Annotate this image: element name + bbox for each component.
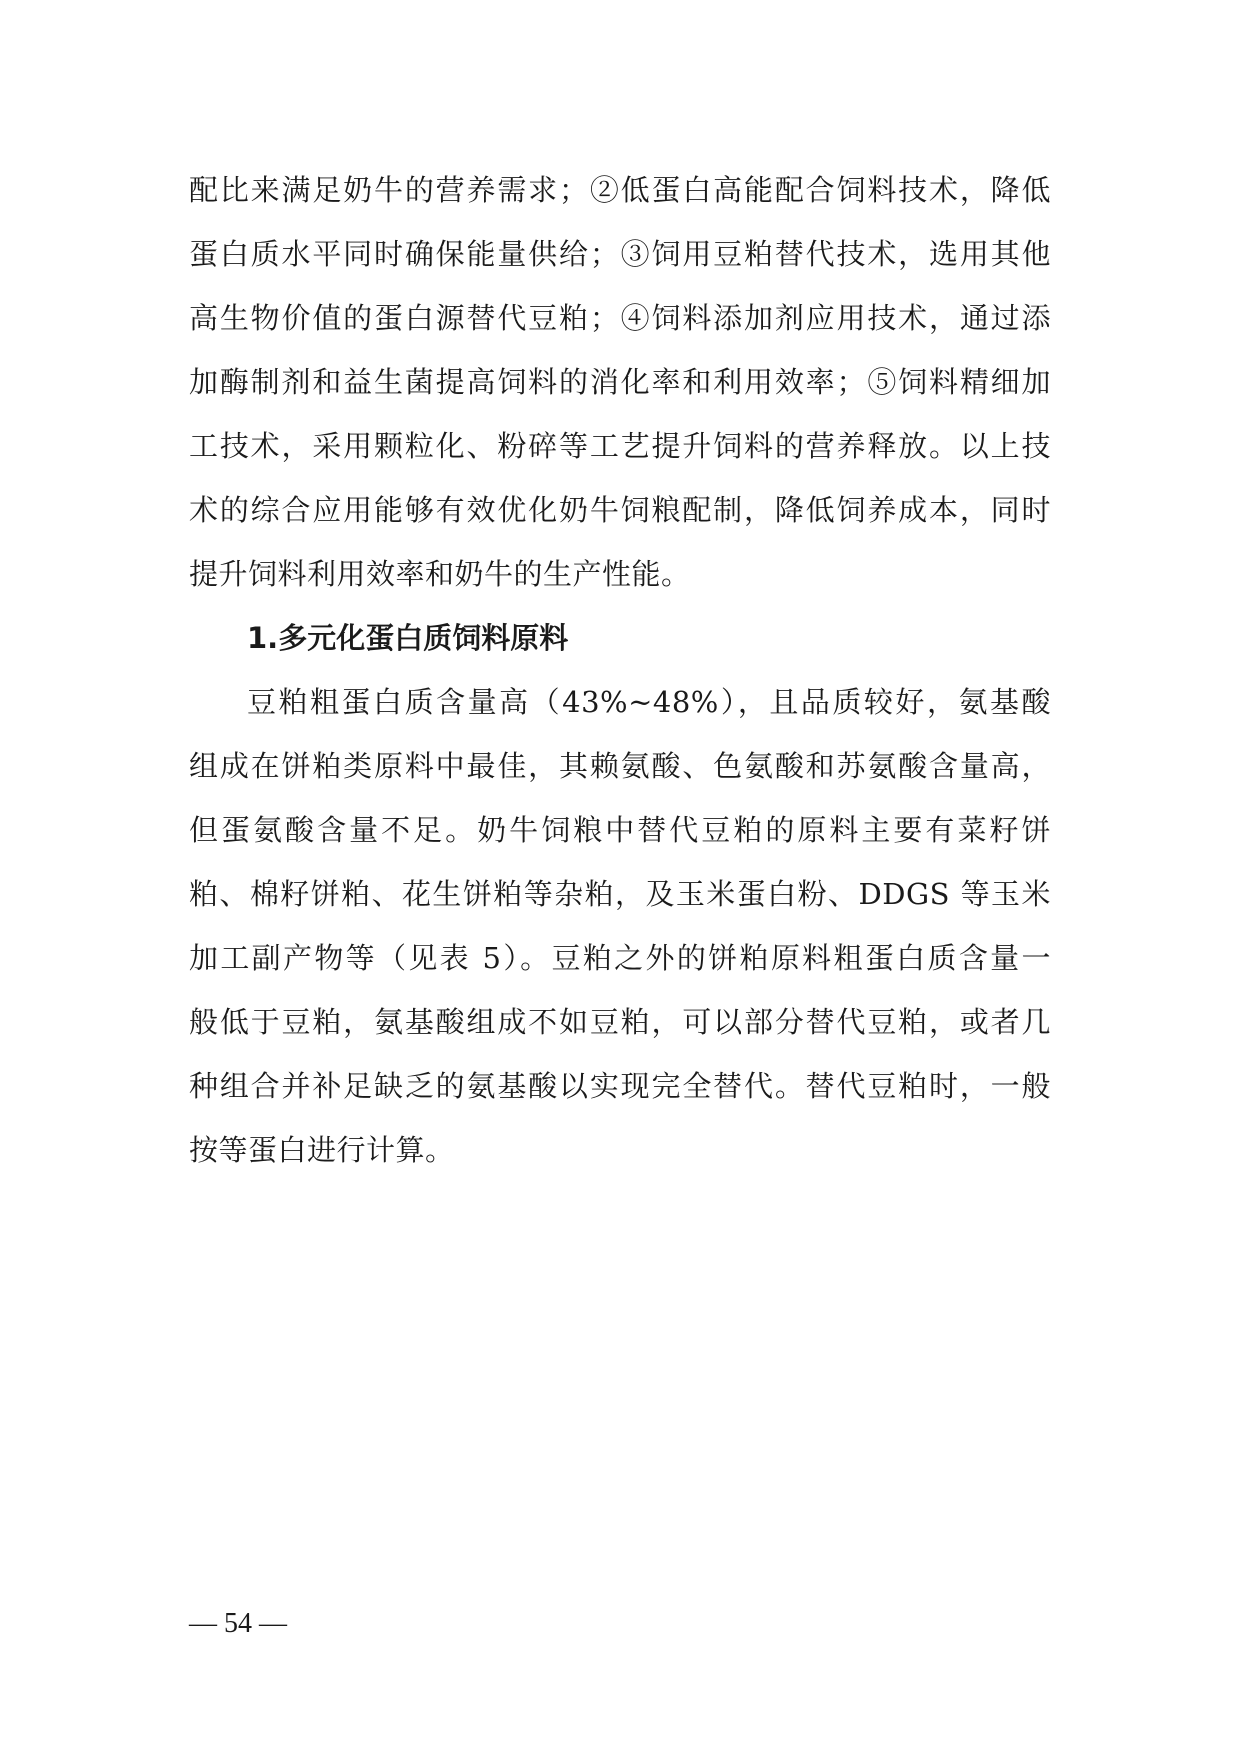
text-line: 豆粕粗蛋白质含量高（43%~48%），且品质较好，氨基酸 xyxy=(247,685,1051,719)
paragraph-2 xyxy=(189,670,1051,1182)
text-line: 种组合并补足缺乏的氨基酸以实现完全替代。替代豆粕时，一般 xyxy=(189,1069,1051,1103)
text-line: 但蛋氨酸含量不足。奶牛饲粮中替代豆粕的原料主要有菜籽饼 xyxy=(189,813,1051,847)
text-line: 配比来满足奶牛的营养需求；②低蛋白高能配合饲料技术，降低 xyxy=(189,173,1051,207)
text-line: 高生物价值的蛋白源替代豆粕；④饲料添加剂应用技术，通过添 xyxy=(189,301,1051,335)
text-line: 组成在饼粕类原料中最佳，其赖氨酸、色氨酸和苏氨酸含量高， xyxy=(189,749,1051,783)
text-line: 工技术，采用颗粒化、粉碎等工艺提升饲料的营养释放。以上技 xyxy=(189,429,1051,463)
text-line: 般低于豆粕，氨基酸组成不如豆粕，可以部分替代豆粕，或者几 xyxy=(189,1005,1051,1039)
text-line: 加酶制剂和益生菌提高饲料的消化率和利用效率；⑤饲料精细加 xyxy=(189,365,1051,399)
text-line: 加工副产物等（见表 5）。豆粕之外的饼粕原料粗蛋白质含量一 xyxy=(189,941,1051,975)
text-line: 提升饲料利用效率和奶牛的生产性能。 xyxy=(189,557,691,591)
text-line: 蛋白质水平同时确保能量供给；③饲用豆粕替代技术，选用其他 xyxy=(189,237,1051,271)
page-number: — 54 — xyxy=(189,1608,287,1639)
text-line: 粕、棉籽饼粕、花生饼粕等杂粕，及玉米蛋白粉、DDGS 等玉米 xyxy=(189,877,1051,911)
text-line: 按等蛋白进行计算。 xyxy=(189,1133,455,1167)
section-heading: 1.多元化蛋白质饲料原料 xyxy=(247,621,569,655)
page-body xyxy=(189,158,1051,1182)
paragraph-1 xyxy=(189,158,1051,606)
text-line: 术的综合应用能够有效优化奶牛饲粮配制，降低饲养成本，同时 xyxy=(189,493,1051,527)
